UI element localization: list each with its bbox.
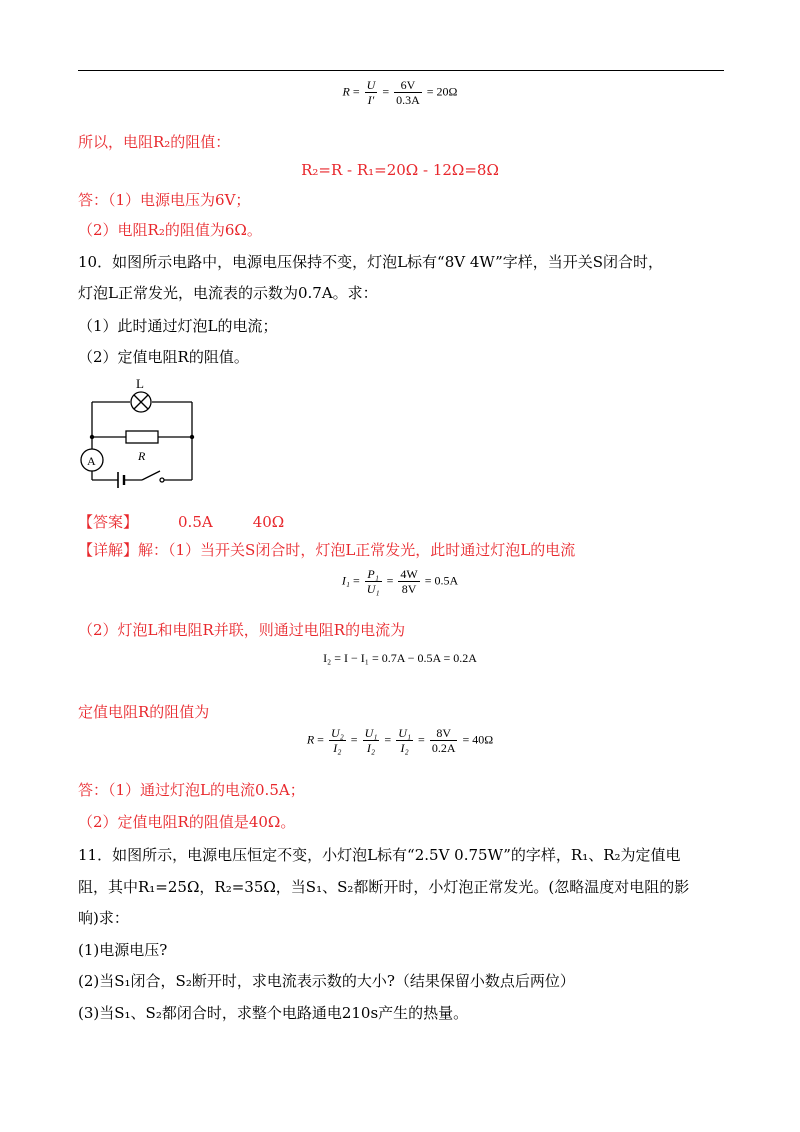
circuit-diagram	[78, 376, 208, 496]
final-answer-1: 答：（1）通过灯泡L的电流0.5A；	[78, 781, 305, 799]
q10-line-1: 10．如图所示电路中，电源电压保持不变，灯泡L标有“8V 4W”字样，当开关S闭合时，	[78, 253, 664, 271]
q10-sub-2: （2）定值电阻R的阻值。	[78, 348, 249, 366]
q11-sub-3: (3)当S₁、S₂都闭合时，求整个电路通电210s产生的热量。	[78, 1004, 469, 1022]
final-answer-2: （2）定值电阻R的阻值是40Ω。	[78, 813, 296, 831]
resistor-label: R	[138, 449, 146, 463]
answer-line-2: （2）电阻R₂的阻值为6Ω。	[78, 221, 262, 239]
r2-intro-text: 所以，电阻R₂的阻值：	[78, 133, 231, 151]
ammeter-label: A	[87, 454, 96, 468]
detail-line-1: 【详解】解：（1）当开关S闭合时，灯泡L正常发光，此时通过灯泡L的电流	[78, 541, 576, 559]
q11-sub-1: (1)电源电压?	[78, 941, 168, 959]
r2-formula: R₂=R - R₁=20Ω - 12Ω=8Ω	[301, 161, 499, 179]
resistor-icon	[126, 431, 158, 443]
answer-line-1: 答：（1）电源电压为6V；	[78, 191, 251, 209]
lamp-label: L	[136, 376, 144, 391]
detail-line-2: （2）灯泡L和电阻R并联，则通过电阻R的电流为	[78, 621, 406, 639]
equation-r-total: R = $\frac{U}{I'}$ = $\frac{6V}{0.3A}$ = 20Ω	[342, 78, 458, 107]
answer-row: 【答案】 0.5A 40Ω	[78, 513, 285, 531]
q10-sub-1: （1）此时通过灯泡L的电流；	[78, 317, 278, 335]
q10-line-2: 灯泡L正常发光，电流表的示数为0.7A。求：	[78, 284, 378, 302]
q11-sub-2: (2)当S₁闭合，S₂断开时，求电流表示数的大小?（结果保留小数点后两位）	[78, 972, 575, 990]
equation-r: R = $\frac{\text{U₂}}{\text{I₂}}$ = $\frac{\text{U₁}}{\text{I₂}}$ = $\frac{\text{U₁}}{\text{I₂}}$ = $\frac{8V}{0.2A}$ = 40Ω	[306, 726, 494, 755]
equation-i2: I₂ = I − I₁ = 0.7A − 0.5A = 0.2A	[323, 651, 477, 665]
switch-icon	[142, 471, 160, 480]
q11-line-1: 11．如图所示，电源电压恒定不变，小灯泡L标有“2.5V 0.75W”的字样，R₁、R₂为定值电	[78, 846, 681, 864]
header-rule	[78, 70, 724, 71]
q11-line-3: 响)求：	[78, 909, 129, 927]
detail-line-3: 定值电阻R的阻值为	[78, 703, 210, 721]
q11-line-2: 阻，其中R₁=25Ω，R₂=35Ω，当S₁、S₂都断开时，小灯泡正常发光。(忽略温度对电阻的影	[78, 878, 690, 896]
equation-i1: I₁ = $\frac{\text{P₁}}{\text{U₁}}$ = $\frac{4W}{8V}$ = 0.5A	[341, 567, 459, 596]
